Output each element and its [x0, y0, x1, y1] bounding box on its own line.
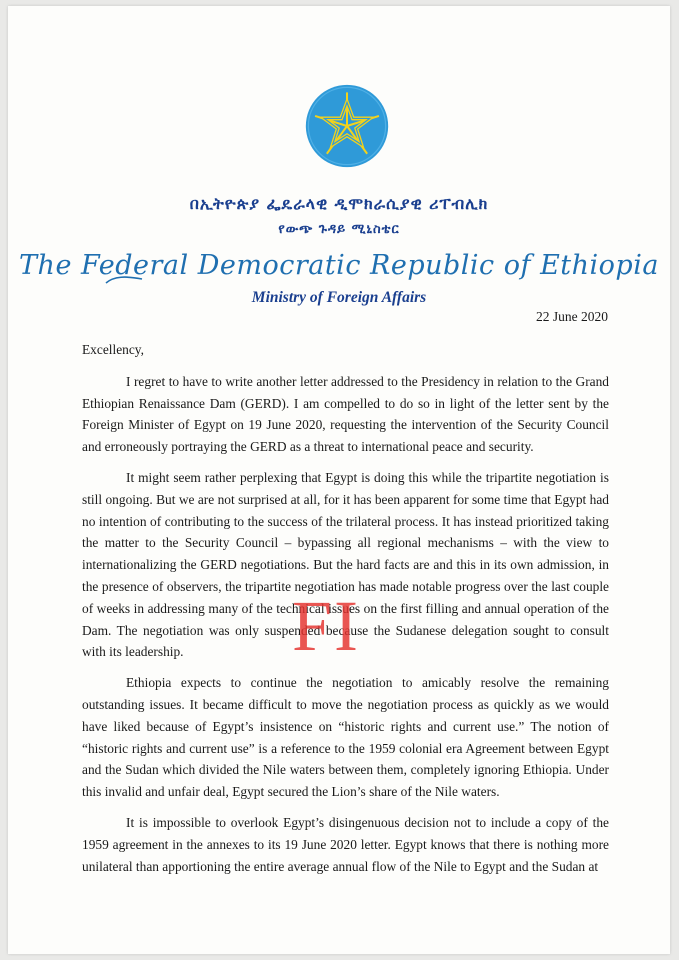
watermark-text: FI — [292, 586, 361, 666]
letter-date: 22 June 2020 — [536, 309, 608, 324]
ministry-name: Ministry of Foreign Affairs — [251, 289, 427, 306]
paragraph: I regret to have to write another letter addressed to the Presidency in relation to the Grand Ethiopian Renaissance Dam (GERD). I am compelled to do so in light of the letter sent by the Foreign Minister of Egypt on 19 June 2020, requesting the intervention of the Security Council and erroneously portraying the GERD as a threat to international peace and security. — [82, 373, 609, 455]
paragraph: Ethiopia expects to continue the negotiation to amicably resolve the remaining outstanding issues. It became difficult to move the negotiation process as quickly as we would have liked because of Egypt’s insistence on “historic rights and current use.” The notion of “historic rights and current use” is a reference to the 1959 colonial era Agreement between Egypt and the Sudan which divided the Nile waters between them, completely ignoring Ethiopia. Under this invalid and unfair deal, Egypt secured the Lion’s share of the Nile waters. — [82, 675, 609, 800]
ethiopian-emblem-icon — [305, 84, 389, 168]
salutation: Excellency, — [82, 342, 144, 357]
amharic-ministry-name: የውጭ ጉዳይ ሚኒስቴር — [278, 222, 400, 237]
letter-page — [8, 6, 670, 954]
paragraph: It is impossible to overlook Egypt’s disingenuous decision not to include a copy of the 1959 agreement in the annexes to its 19 June 2020 letter. Egypt knows that there is nothing more unilateral than apportioning the entire average annual flow of the Nile to Egypt and the Sudan at — [82, 814, 609, 874]
paragraph: It might seem rather perplexing that Egypt is doing this while the tripartite negotiation is still ongoing. But we are not surprised at all, for it has been apparent for some time that Egypt had no intention of contributing to the success of the trilateral process. It has instead prioritized taking the matter to the Security Council – bypassing all regional mechanisms – with the view to internationalizing the GERD negotiations. But the hard facts are and this in its own admission, in the presence of observers, the tripartite negotiation has made notable progress over the last couple of weeks in addressing many of the technical issues on the first filling and annual operation of the Dam. The negotiation was only suspended because the Sudanese delegation sought to consult with its leadership. — [82, 469, 609, 660]
amharic-republic-name: በኢትዮጵያ ፌዴራላዊ ዲሞክራሲያዊ ሪፐብሊክ — [189, 194, 489, 213]
republic-name-script: The Federal Democratic Republic of Ethiopia — [19, 250, 659, 281]
